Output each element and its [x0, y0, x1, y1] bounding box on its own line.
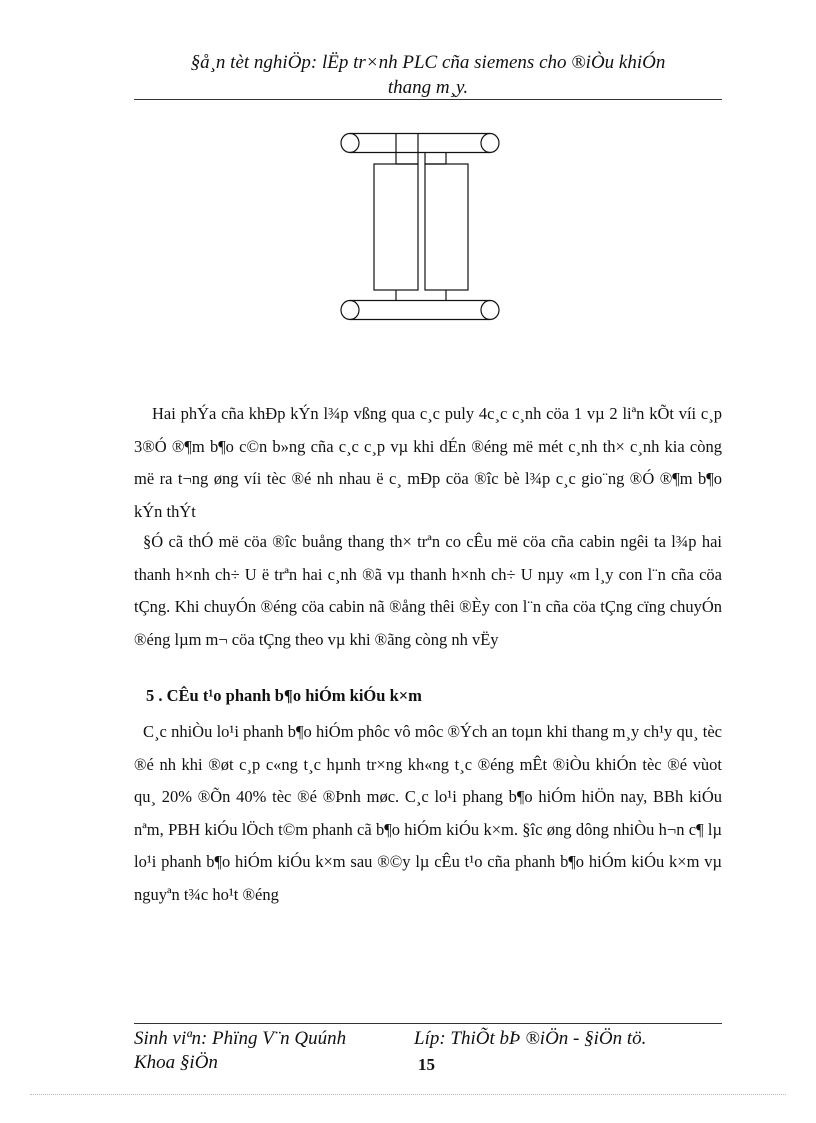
footer-left — [134, 1027, 346, 1075]
footer-student: Sinh viªn: Phïng V¨n Quúnh — [134, 1028, 347, 1049]
header-rule — [134, 99, 722, 100]
top-right-pulley — [481, 134, 499, 153]
footer-faculty: Khoa §iÖn — [134, 1052, 218, 1073]
header-line-1: §å¸n tèt nghiÖp: lËp tr×nh PLC cña siemens cho ®iÒu khiÓn — [190, 52, 666, 73]
section-heading: 5 . CÊu t¹o phanh b¶o hiÓm kiÓu k×m — [146, 686, 422, 705]
door-mechanism-diagram — [336, 128, 508, 328]
footer-rule — [134, 1023, 722, 1024]
page-number: 15 — [418, 1055, 435, 1074]
header-line-2: thang m¸y. — [387, 77, 469, 98]
paragraph-1: Hai phÝa cña khÐp kÝn l¾p vßng qua c¸c puly 4c¸c c¸nh cöa 1 vµ 2 liªn kÕt víi c¸p 3®Ó ®¶m b¶o c©n b»ng cña c¸c c¸p vµ khi dÉn ®éng më mét c¸nh th× c¸nh kia còng më ra t¬ng øng víi tèc ®é nh nhau ë c¸ mÐp cöa ®îc bè l¾p c¸c gio¨ng ®Ó ®¶m b¶o kÝn thÝt — [134, 404, 722, 521]
bottom-right-pulley — [481, 301, 499, 320]
paragraph-2: §Ó cã thÓ më cöa ®îc buång thang th× trªn co cÊu më cöa cña cabin ngêi ta l¾p hai thanh h×nh ch÷ U ë trªn hai c¸nh ®ã vµ thanh h×nh ch÷ U nµy «m l¸y con l¨n cña cöa tÇng. Khi chuyÓn ®éng cöa cabin nã ®ång thêi ®Èy con l¨n cña cöa tÇng cïng chuyÓn ®éng lµm m¬ cöa tÇng theo vµ khi ®ãng còng nh vËy — [134, 532, 722, 649]
right-door-panel — [425, 164, 468, 290]
top-left-pulley — [341, 134, 359, 153]
bottom-left-pulley — [341, 301, 359, 320]
footer-class: Líp: ThiÕt bÞ ®iÖn - §iÖn tö. — [414, 1028, 647, 1049]
paragraph-3: C¸c nhiÒu lo¹i phanh b¶o hiÓm phôc vô môc ®Ých an toµn khi thang m¸y ch¹y qu¸ tèc ®é nh khi ®øt c¸p c«ng t¸c hµnh tr×ng kh«ng t¸c ®éng mÊt ®iÒu khiÓn tèc ®é vùot qu¸ 20% ®Õn 40% tèc ®é ®Þnh møc. C¸c lo¹i phang b¶o hiÓm hiÖn nay, BBh kiÓu nªm, PBH kiÓu lÖch t©m phanh cã b¶o hiÓm kiÓu k×m. §îc øng dông nhiÒu h¬n c¶ lµ lo¹i phanh b¶o hiÓm kiÓu k×m sau ®©y lµ cÊu t¹o cña phanh b¶o hiÓm kiÓu k×m vµ nguyªn t¾c ho¹t ®éng — [134, 722, 722, 904]
page-header — [134, 50, 722, 100]
left-door-panel — [374, 164, 418, 290]
page-edge-divider — [30, 1094, 786, 1095]
